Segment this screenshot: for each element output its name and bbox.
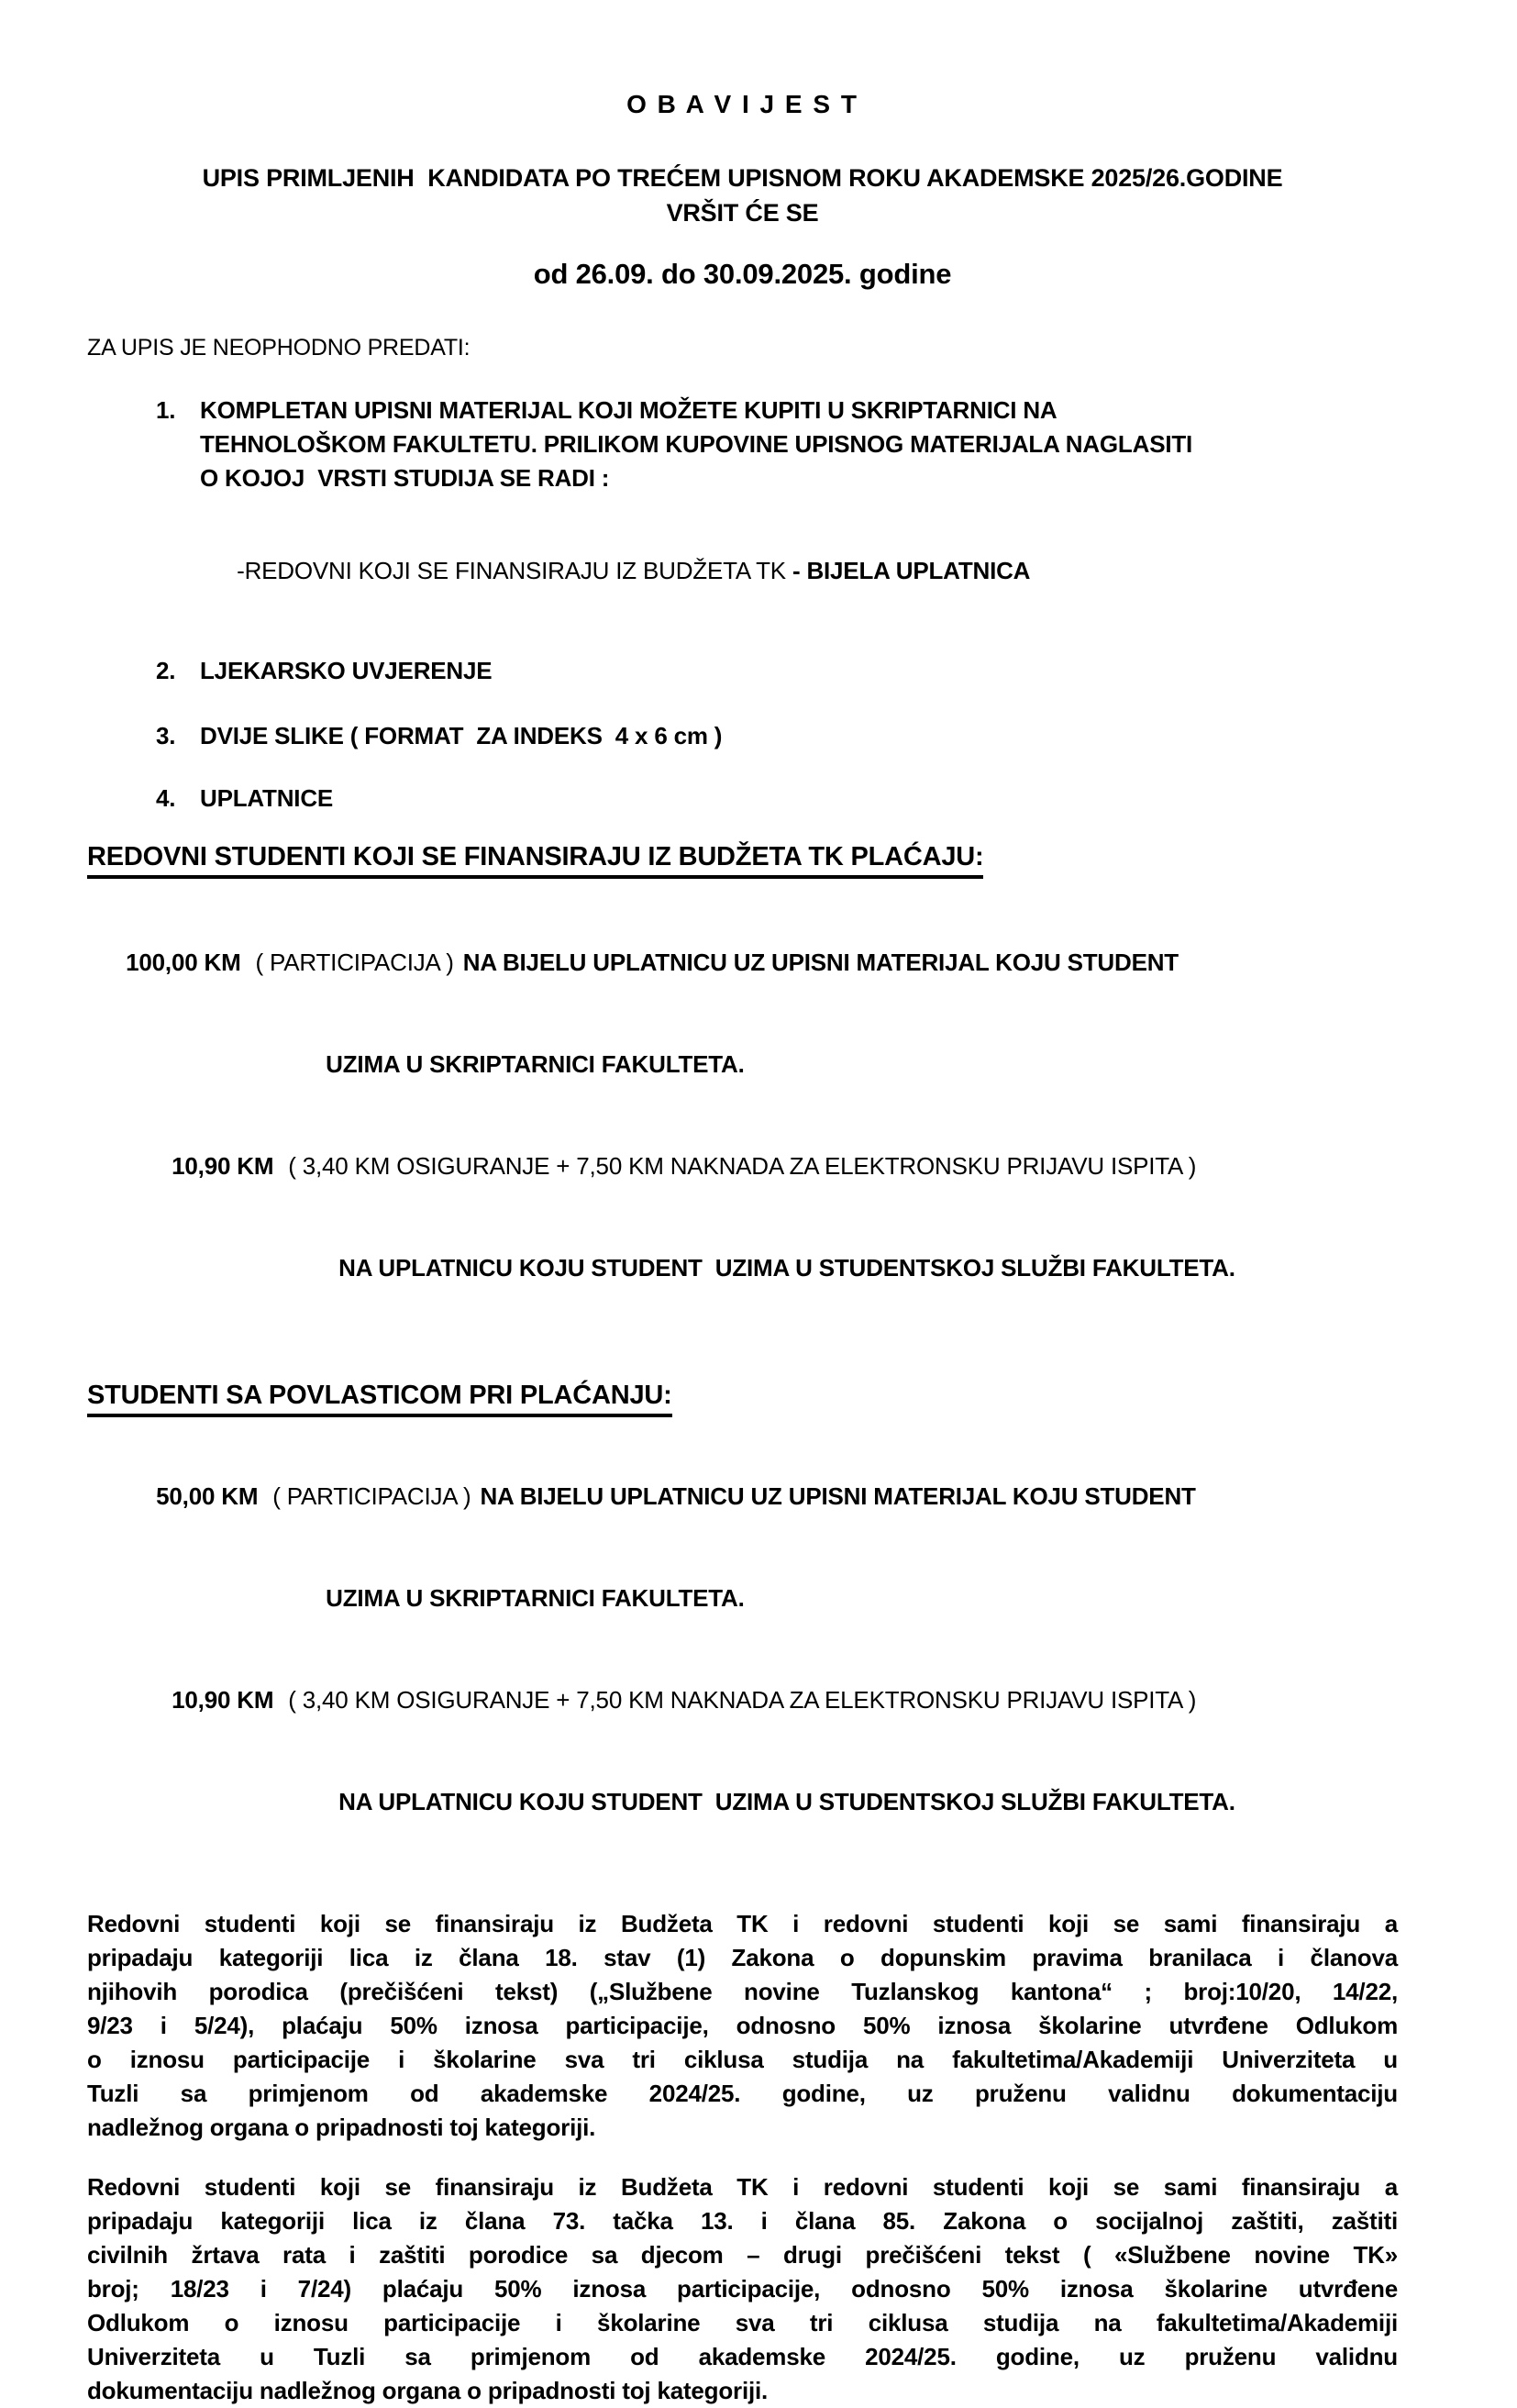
budget-fee1-line1 xyxy=(87,912,1398,1014)
discount-fee1-line2: UZIMA U SKRIPTARNICI FAKULTETA. xyxy=(326,1584,745,1612)
budget-fee1-paren: ( PARTICIPACIJA ) xyxy=(255,949,454,976)
discount-fee2-paren: ( 3,40 KM OSIGURANJE + 7,50 KM NAKNADA ZA ELEKTRONSKU PRIJAVU ISPITA ) xyxy=(288,1686,1197,1714)
list-item-1-number: 1. xyxy=(156,396,176,424)
budget-fee1-description: NA BIJELU UPLATNICU UZ UPISNI MATERIJAL KOJU STUDENT xyxy=(462,949,1179,976)
discount-fee2-line1 xyxy=(133,1649,1398,1751)
legal-paragraph-2: Redovni studenti koji se finansiraju iz Budžeta TK i redovni studenti koji se sami finansiraju a pripadaju kategoriji lica iz člana 73. tačka 13. i člana 85. Zakona o socijalnoj zaštiti, zaštiti civilnih žrtava rata i zaštiti porodice sa djecom – drugi prečišćeni tekst ( «Službene novine TK» broj; 18/23 i 7/24) plaćaju 50% iznosa participacije, odnosno 50% iznosa školarine utvrđene Odlukom o iznosu participacije i školarine sva tri ciklusa studija na fakultetima/Akademiji Univerziteta u Tuzli sa primjenom od akademske 2024/25. godine, uz pruženu validnu dokumentaciju nadležnog organa o pripadnosti toj kategoriji. xyxy=(87,2173,1398,2404)
discount-fee1-paren: ( PARTICIPACIJA ) xyxy=(272,1482,471,1510)
list-item-2-number: 2. xyxy=(156,657,176,684)
list-item-3-number: 3. xyxy=(156,722,176,749)
document-title: O B A V I J E S T xyxy=(626,90,858,118)
intro-line: ZA UPIS JE NEOPHODNO PREDATI: xyxy=(87,335,471,361)
discount-fees xyxy=(87,1446,1398,1853)
discount-fee2-line2: NA UPLATNICU KOJU STUDENT UZIMA U STUDENTSKOJ SLUŽBI FAKULTETA. xyxy=(338,1788,1235,1815)
legal-paragraph-1: Redovni studenti koji se finansiraju iz Budžeta TK i redovni studenti koji se sami finansiraju a pripadaju kategoriji lica iz člana 18. stav (1) Zakona o dopunskim pravima branilaca i članova njihovih porodica (prečišćeni tekst) („Službene novine Tuzlanskog kantona“ ; broj:10/20, 14/22, 9/23 i 5/24), plaćaju 50% iznosa participacije, odnosno 50% iznosa školarine utvrđene Odlukom o iznosu participacije i školarine sva tri ciklusa studija na fakultetima/Akademiji Univerziteta u Tuzli sa primjenom od akademske 2024/25. godine, uz pruženu validnu dokumentaciju nadležnog organa o pripadnosti toj kategoriji. xyxy=(87,1910,1398,2141)
list-item-2 xyxy=(156,654,1398,688)
document-subtitle xyxy=(87,161,1398,230)
list-item-3-text: DVIJE SLIKE ( FORMAT ZA INDEKS 4 x 6 cm ) xyxy=(200,722,723,749)
list-item-1 xyxy=(156,394,1398,495)
funding-type-note xyxy=(211,520,1398,622)
discount-section-heading: STUDENTI SA POVLASTICOM PRI PLAĆANJU: xyxy=(87,1380,672,1417)
list-item-3 xyxy=(156,719,1398,753)
enrollment-date-range: od 26.09. do 30.09.2025. godine xyxy=(533,258,952,290)
discount-fee1-line1 xyxy=(117,1446,1398,1548)
list-item-4 xyxy=(156,782,1398,816)
list-item-4-number: 4. xyxy=(156,784,176,812)
budget-fee2-amount: 10,90 KM xyxy=(172,1152,274,1180)
subtitle-line-2: VRŠIT ĆE SE xyxy=(666,199,819,227)
funding-type-note-bold: - BIJELA UPLATNICA xyxy=(792,557,1031,584)
subtitle-line-1: UPIS PRIMLJENIH KANDIDATA PO TREĆEM UPISNOM ROKU AKADEMSKE 2025/26.GODINE xyxy=(202,164,1283,192)
list-item-1-text: KOMPLETAN UPISNI MATERIJAL KOJI MOŽETE KUPITI U SKRIPTARNICI NA TEHNOLOŠKOM FAKULTETU. PRILIKOM KUPOVINE UPISNOG MATERIJALA NAGLASITI O KOJOJ VRSTI STUDIJA SE RADI : xyxy=(200,396,1193,492)
discount-fee1-amount: 50,00 KM xyxy=(156,1482,259,1510)
budget-fee2-line1 xyxy=(133,1115,1398,1217)
discount-fee1-description: NA BIJELU UPLATNICU UZ UPISNI MATERIJAL KOJU STUDENT xyxy=(480,1482,1196,1510)
discount-section xyxy=(87,1380,1398,1417)
budget-fee2-line2: NA UPLATNICU KOJU STUDENT UZIMA U STUDENTSKOJ SLUŽBI FAKULTETA. xyxy=(338,1254,1235,1282)
budget-fee2-paren: ( 3,40 KM OSIGURANJE + 7,50 KM NAKNADA ZA ELEKTRONSKU PRIJAVU ISPITA ) xyxy=(288,1152,1197,1180)
list-item-2-text: LJEKARSKO UVJERENJE xyxy=(200,657,493,684)
budget-section-heading: REDOVNI STUDENTI KOJI SE FINANSIRAJU IZ BUDŽETA TK PLAĆAJU: xyxy=(87,841,983,879)
budget-fee1-amount: 100,00 KM xyxy=(126,949,241,976)
funding-type-note-regular: -REDOVNI KOJI SE FINANSIRAJU IZ BUDŽETA TK xyxy=(237,557,792,584)
budget-fee1-line2: UZIMA U SKRIPTARNICI FAKULTETA. xyxy=(326,1050,745,1078)
list-item-4-text: UPLATNICE xyxy=(200,784,334,812)
budget-section xyxy=(87,841,1398,879)
discount-fee2-amount: 10,90 KM xyxy=(172,1686,274,1714)
budget-fees xyxy=(87,912,1398,1319)
